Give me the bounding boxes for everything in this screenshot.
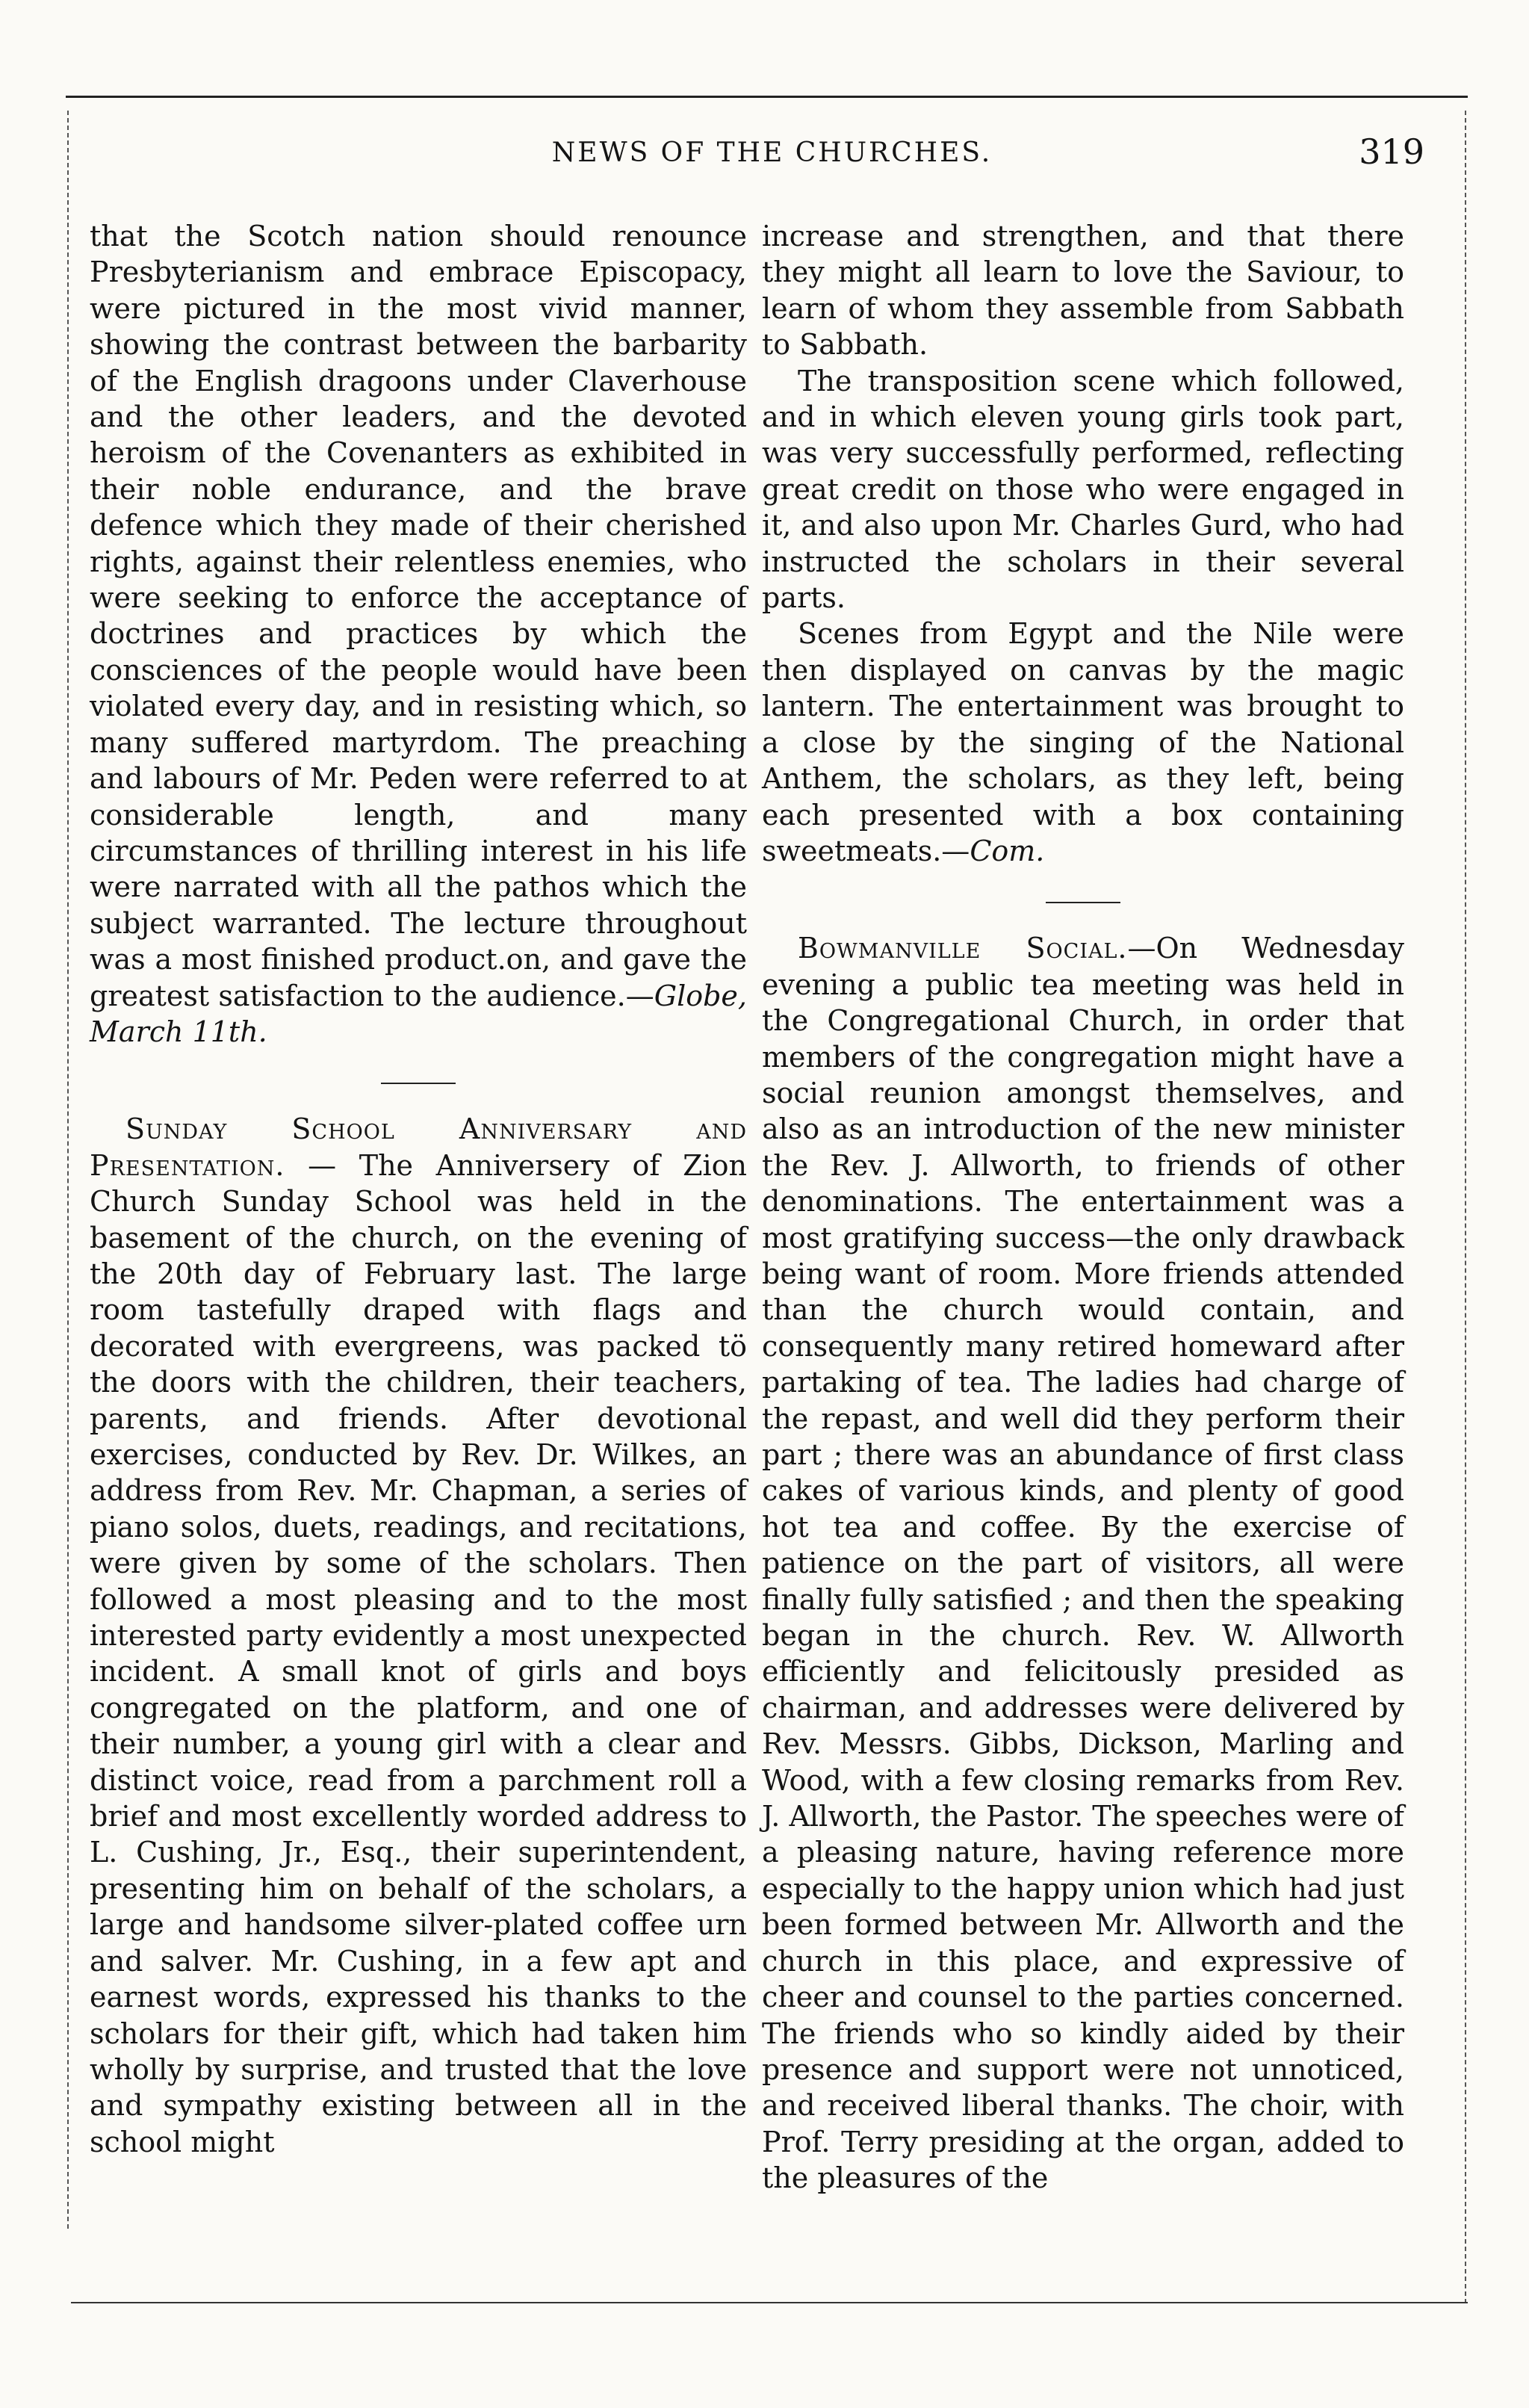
bottom-rule [71, 2302, 1468, 2303]
transposition-paragraph: The transposition scene which followed, and in which eleven young girls took part, was very successfully performed, reflecting great credit on those who were engaged in it, and also upon Mr. Charles Gurd, who had instructed the scholars in their several parts. [762, 364, 1404, 615]
lecture-citation: Globe, March 11th. [90, 979, 747, 1048]
right-column [762, 218, 1404, 2197]
bowmanville-article [762, 930, 1404, 2196]
lecture-paragraph [90, 218, 747, 1050]
bowmanville-heading: Bowmanville Social. [798, 932, 1128, 965]
section-separator [1046, 902, 1120, 903]
lantern-paragraph [762, 616, 1404, 869]
page-header [90, 131, 1454, 182]
sunday-school-heading: Sunday School Anniversary and Presentation. [90, 1112, 747, 1182]
lantern-text: Scenes from Egypt and the Nile were then displayed on canvas by the magic lantern. The entertainment was brought to a close by the singing of the National Anthem, the scholars, as they left, being each presented with a box containing sweetmeats.— [762, 617, 1404, 867]
sunday-school-article [90, 1111, 747, 2160]
running-head: NEWS OF THE CHURCHES. [551, 137, 993, 168]
top-rule [66, 96, 1468, 98]
lecture-text: that the Scotch nation should renounce Presbyterianism and embrace Episcopacy, were pictured in the most vivid manner, showing the contrast between the barbarity of the English dragoons under Claverhouse and the other leaders, and the devoted heroism of the Covenanters as exhibited in their noble endurance, and the brave defence which they made of their cherished rights, against their relentless enemies, who were seeking to enforce the acceptance of doctrines and practices by which the consciences of the people would have been violated every day, and in resisting which, so many suffered martyrdom. The preaching and labours of Mr. Peden were referred to at considerable length, and many circumstances of thrilling interest in his life were narrated with all the pathos which the subject warranted. The lecture throughout was a most finished product.on, and gave the greatest satisfaction to the audience.— [90, 220, 747, 1012]
left-column [90, 218, 747, 2160]
section-separator [381, 1083, 456, 1084]
page-number: 319 [1359, 131, 1424, 172]
continuation-paragraph: increase and strengthen, and that there they might all learn to love the Saviour, to learn of whom they assemble from Sabbath to Sabbath. [762, 220, 1404, 362]
lantern-citation: Com. [970, 834, 1045, 867]
bowmanville-body: —On Wednesday evening a public tea meeting was held in the Congregational Church, in order that members of the congregation might have a social reunion amongst themselves, and also as an introduction of the new minister the Rev. J. Allworth, to friends of other denominations. The entertainment was a most gratifying success—the only drawback being want of room. More friends attended than the church would contain, and consequently many retired homeward after partaking of tea. The ladies had charge of the repast, and well did they perform their part ; there was an abundance of first class cakes of various kinds, and plenty of good hot tea and coffee. By the exercise of patience on the part of visitors, all were finally fully satisfied ; and then the speaking began in the church. Rev. W. Allworth efficiently and felicitously presided as chairman, and addresses were delivered by Rev. Messrs. Gibbs, Dickson, Marling and Wood, with a few closing remarks from Rev. J. Allworth, the Pastor. The speeches were of a pleasing nature, having reference more especially to the happy union which had just been formed between Mr. Allworth and the church in this place, and expressive of cheer and counsel to the parties concerned. The friends who so kindly aided by their presence and support were not unnoticed, and received liberal thanks. The choir, with Prof. Terry presiding at the organ, added to the pleasures of the [762, 932, 1404, 2195]
sunday-school-body: — The Anniversery of Zion Church Sunday School was held in the basement of the church, on the evening of the 20th day of February last. The large room tastefully draped with flags and decorated with evergreens, was packed tö the doors with the children, their teachers, parents, and friends. After devotional exercises, conducted by Rev. Dr. Wilkes, an address from Rev. Mr. Chapman, a series of piano solos, duets, readings, and recitations, were given by some of the scholars. Then followed a most pleasing and to the most interested party evidently a most unexpected incident. A small knot of girls and boys congregated on the platform, and one of their number, a young girl with a clear and distinct voice, read from a parchment roll a brief and most excellently worded address to L. Cushing, Jr., Esq., their superintendent, presenting him on behalf of the scholars, a large and handsome silver-plated coffee urn and salver. Mr. Cushing, in a few apt and earnest words, expressed his thanks to the scholars for their gift, which had taken him wholly by surprise, and trusted that the love and sympathy existing between all in the school might [90, 1148, 747, 2158]
right-border [1465, 111, 1466, 2303]
left-border [67, 111, 69, 2229]
